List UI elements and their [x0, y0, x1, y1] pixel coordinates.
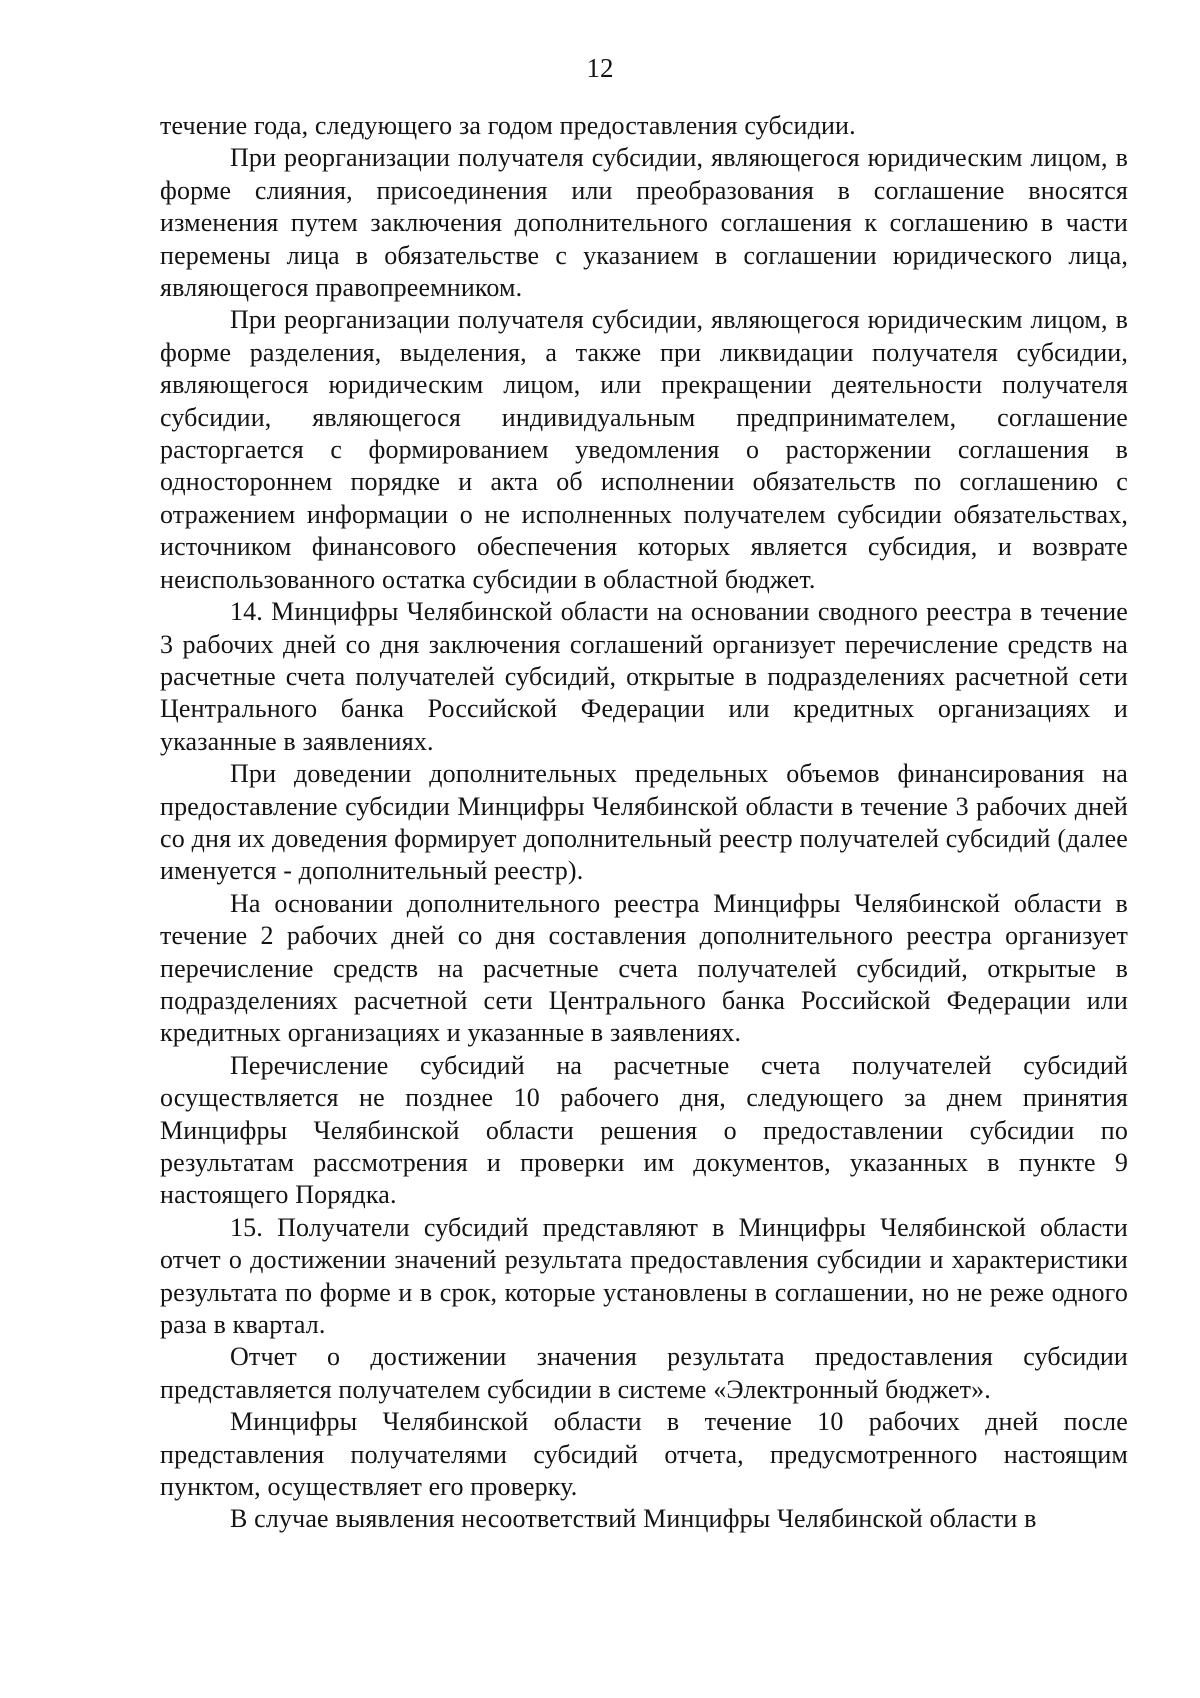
paragraph-report-submission: Отчет о достижении значения результата предоставления субсидии представляется получателем субсидии в системе «Электронный бюджет».: [160, 1342, 1128, 1404]
paragraph-clause-15: 15. Получатели субсидий представляют в Минцифры Челябинской области отчет о достижении значений результата предоставления субсидии и характеристики результата по форме и в срок, которые установлены в соглашении, но не реже одного раза в квартал.: [160, 1212, 1128, 1340]
paragraph-clause-14: 14. Минцифры Челябинской области на основании сводного реестра в течение 3 рабочих дней со дня заключения соглашений организует перечисление средств на расчетные счета получателей субсидий, открытые в подразделениях расчетной сети Центрального банка Российской Федерации или кредитных организациях и указанные в заявлениях.: [160, 597, 1128, 756]
paragraph-additional-registry: На основании дополнительного реестра Минцифры Челябинской области в течение 2 рабочих дней со дня составления дополнительного реестра организует перечисление средств на расчетные счета получателей субсидий, открытые в подразделениях расчетной сети Центрального банка Российской Федерации или кредитных организациях и указанные в заявлениях.: [160, 888, 1128, 1048]
paragraph-discrepancies: В случае выявления несоответствий Минцифры Челябинской области в: [230, 1504, 1037, 1534]
document-body: [160, 110, 1128, 1536]
paragraph-transfer-deadline: Перечисление субсидий на расчетные счета получателей субсидий осуществляется не позднее 10 рабочего дня, следующего за днем принятия Минцифры Челябинской области решения о предоставлении субсидии по результатам рассмотрения и проверки им документов, указанных в пункте 9 настоящего Порядка.: [160, 1050, 1128, 1210]
paragraph-continuation: течение года, следующего за годом предоставления субсидии.: [160, 111, 856, 140]
paragraph-reorganization-merger: При реорганизации получателя субсидии, являющегося юридическим лицом, в форме слияния, присоединения или преобразования в соглашение вносятся изменения путем заключения дополнительного соглашения к соглашению в части перемены лица в обязательстве с указанием в соглашении юридического лица, являющегося правопреемником.: [160, 143, 1128, 303]
paragraph-report-review: Минцифры Челябинской области в течение 10 рабочих дней после представления получателями субсидий отчета, предусмотренного настоящим пунктом, осуществляет его проверку.: [160, 1407, 1128, 1502]
page-number: 12: [586, 53, 614, 83]
paragraph-reorganization-division: При реорганизации получателя субсидии, являющегося юридическим лицом, в форме разделения, выделения, а также при ликвидации получателя субсидии, являющегося юридическим лицом, или прекращении деятельности получателя субсидии, являющегося индивидуальным предпринимателем, соглашение расторгается с формированием уведомления о расторжении соглашения в одностороннем порядке и акта об исполнении обязательств по соглашению с отражением информации о не исполненных получателем субсидии обязательствах, источником финансового обеспечения которых является субсидия, и возврате неиспользованного остатка субсидии в областной бюджет.: [160, 305, 1128, 594]
paragraph-additional-funding: При доведении дополнительных предельных объемов финансирования на предоставление субсидии Минцифры Челябинской области в течение 3 рабочих дней со дня их доведения формирует дополнительный реестр получателей субсидий (далее именуется - дополнительный реестр).: [160, 759, 1128, 886]
